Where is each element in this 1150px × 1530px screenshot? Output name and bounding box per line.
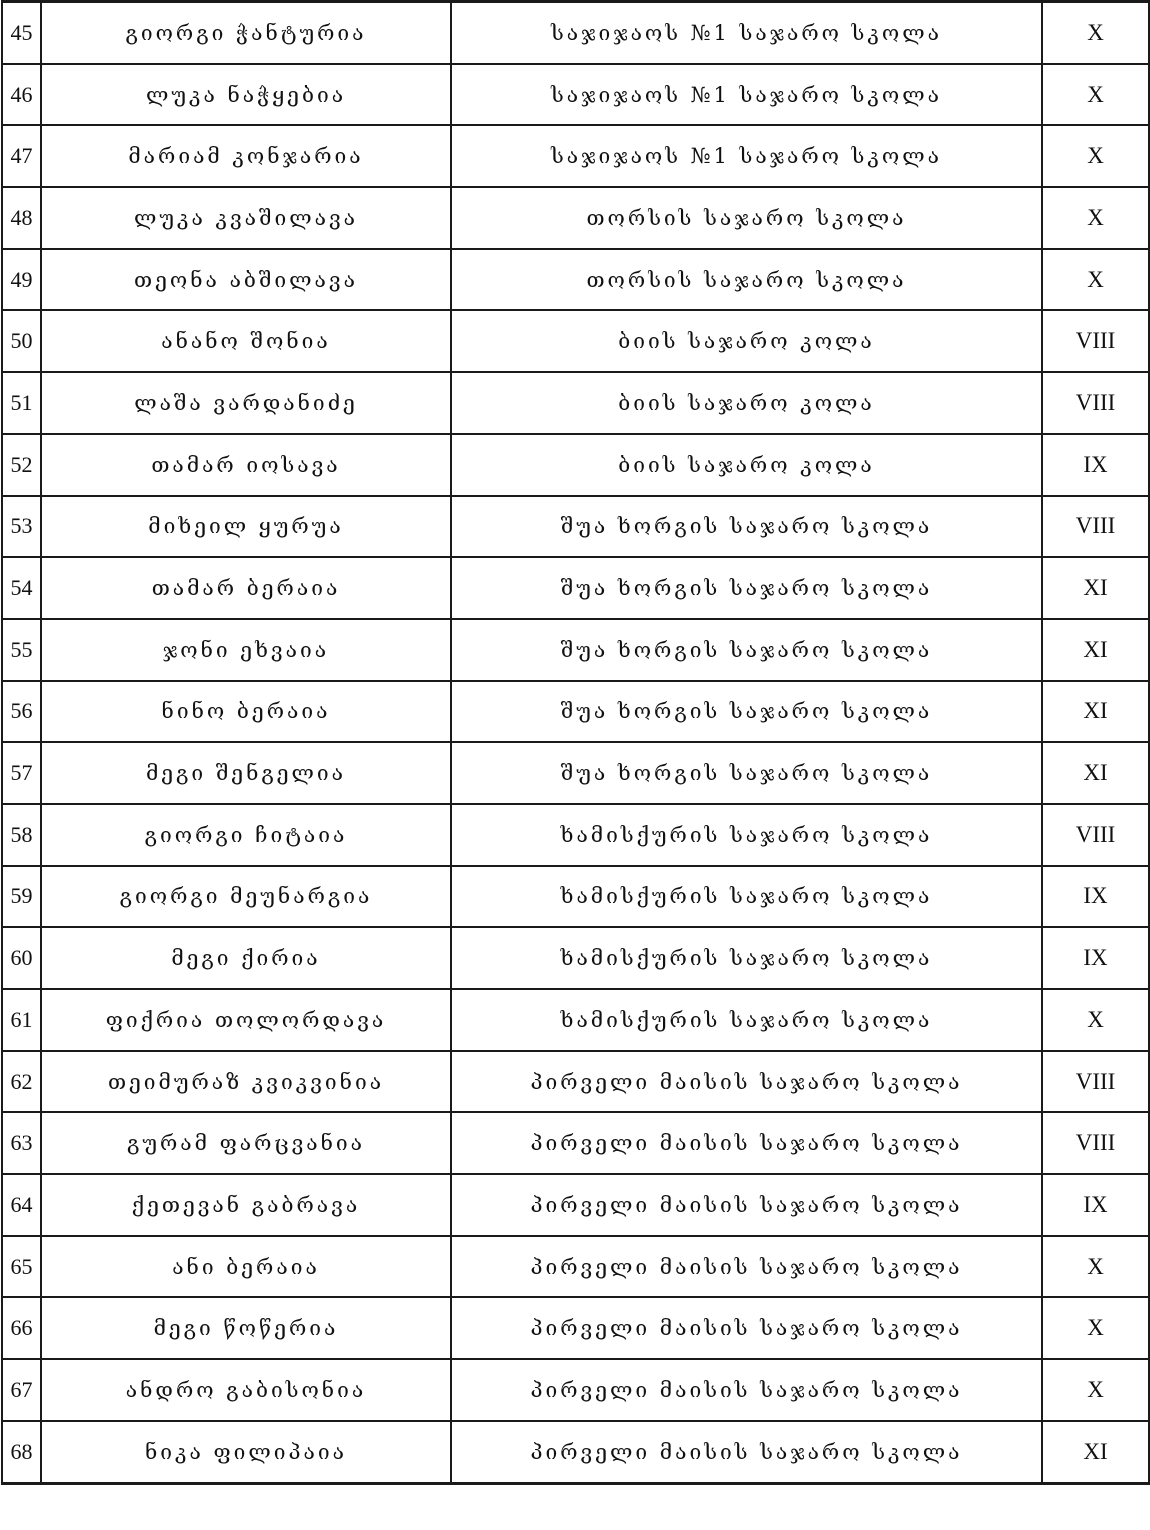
school-name: შუა ხორგის საჯარო სკოლა bbox=[451, 681, 1042, 743]
student-name: ქეთევან გაბრავა bbox=[41, 1174, 451, 1236]
grade-level: IX bbox=[1042, 927, 1149, 989]
grade-level: VIII bbox=[1042, 310, 1149, 372]
grade-level: X bbox=[1042, 249, 1149, 311]
school-name: საჯიჯაოს №1 საჯარო სკოლა bbox=[451, 125, 1042, 187]
grade-level: XI bbox=[1042, 742, 1149, 804]
school-name: პირველი მაისის საჯარო სკოლა bbox=[451, 1359, 1042, 1421]
table-row bbox=[2, 1112, 1149, 1174]
table-row bbox=[2, 496, 1149, 558]
row-number: 46 bbox=[2, 64, 41, 126]
table-row bbox=[2, 1421, 1149, 1483]
student-name: მეგი ქირია bbox=[41, 927, 451, 989]
school-name: ხამისქურის საჯარო სკოლა bbox=[451, 927, 1042, 989]
student-name: ნინო ბერაია bbox=[41, 681, 451, 743]
row-number: 61 bbox=[2, 989, 41, 1051]
table-row bbox=[2, 249, 1149, 311]
grade-level: IX bbox=[1042, 866, 1149, 928]
grade-level: XI bbox=[1042, 681, 1149, 743]
grade-level: X bbox=[1042, 187, 1149, 249]
school-name: შუა ხორგის საჯარო სკოლა bbox=[451, 619, 1042, 681]
student-table-body bbox=[2, 2, 1149, 1484]
school-name: პირველი მაისის საჯარო სკოლა bbox=[451, 1174, 1042, 1236]
student-name: თეონა აბშილავა bbox=[41, 249, 451, 311]
table-row bbox=[2, 434, 1149, 496]
row-number: 59 bbox=[2, 866, 41, 928]
table-row bbox=[2, 927, 1149, 989]
row-number: 67 bbox=[2, 1359, 41, 1421]
row-number: 51 bbox=[2, 372, 41, 434]
student-name: გიორგი მეუნარგია bbox=[41, 866, 451, 928]
school-name: ბიის საჯარო კოლა bbox=[451, 310, 1042, 372]
grade-level: XI bbox=[1042, 1421, 1149, 1483]
grade-level: X bbox=[1042, 1359, 1149, 1421]
grade-level: X bbox=[1042, 64, 1149, 126]
grade-level: IX bbox=[1042, 434, 1149, 496]
row-number: 58 bbox=[2, 804, 41, 866]
school-name: ხამისქურის საჯარო სკოლა bbox=[451, 866, 1042, 928]
row-number: 68 bbox=[2, 1421, 41, 1483]
student-name: მიხეილ ყურუა bbox=[41, 496, 451, 558]
student-name: ლაშა ვარდანიძე bbox=[41, 372, 451, 434]
school-name: საჯიჯაოს №1 საჯარო სკოლა bbox=[451, 2, 1042, 64]
student-name: ლუკა ნაჭყებია bbox=[41, 64, 451, 126]
grade-level: VIII bbox=[1042, 372, 1149, 434]
student-name: მეგი შენგელია bbox=[41, 742, 451, 804]
table-row bbox=[2, 742, 1149, 804]
table-row bbox=[2, 1051, 1149, 1113]
table-row bbox=[2, 989, 1149, 1051]
grade-level: XI bbox=[1042, 557, 1149, 619]
row-number: 62 bbox=[2, 1051, 41, 1113]
table-row bbox=[2, 557, 1149, 619]
row-number: 64 bbox=[2, 1174, 41, 1236]
student-name: თამარ იოსავა bbox=[41, 434, 451, 496]
table-row bbox=[2, 1297, 1149, 1359]
table-row bbox=[2, 1236, 1149, 1298]
school-name: პირველი მაისის საჯარო სკოლა bbox=[451, 1112, 1042, 1174]
grade-level: X bbox=[1042, 125, 1149, 187]
row-number: 54 bbox=[2, 557, 41, 619]
school-name: ხამისქურის საჯარო სკოლა bbox=[451, 804, 1042, 866]
student-name: ანანო შონია bbox=[41, 310, 451, 372]
table-row bbox=[2, 1174, 1149, 1236]
grade-level: VIII bbox=[1042, 496, 1149, 558]
row-number: 55 bbox=[2, 619, 41, 681]
grade-level: XI bbox=[1042, 619, 1149, 681]
grade-level: VIII bbox=[1042, 1112, 1149, 1174]
table-row bbox=[2, 125, 1149, 187]
row-number: 65 bbox=[2, 1236, 41, 1298]
student-name: ნიკა ფილიპაია bbox=[41, 1421, 451, 1483]
student-table bbox=[1, 0, 1150, 1485]
school-name: პირველი მაისის საჯარო სკოლა bbox=[451, 1421, 1042, 1483]
grade-level: VIII bbox=[1042, 804, 1149, 866]
row-number: 57 bbox=[2, 742, 41, 804]
student-name: მარიამ კონჯარია bbox=[41, 125, 451, 187]
school-name: პირველი მაისის საჯარო სკოლა bbox=[451, 1236, 1042, 1298]
student-name: გურამ ფარცვანია bbox=[41, 1112, 451, 1174]
table-row bbox=[2, 64, 1149, 126]
table-row bbox=[2, 681, 1149, 743]
grade-level: X bbox=[1042, 2, 1149, 64]
school-name: შუა ხორგის საჯარო სკოლა bbox=[451, 742, 1042, 804]
grade-level: X bbox=[1042, 1297, 1149, 1359]
school-name: ბიის საჯარო კოლა bbox=[451, 434, 1042, 496]
table-row bbox=[2, 372, 1149, 434]
row-number: 66 bbox=[2, 1297, 41, 1359]
table-row bbox=[2, 866, 1149, 928]
school-name: თორსის საჯარო სკოლა bbox=[451, 187, 1042, 249]
table-row bbox=[2, 804, 1149, 866]
student-name: ლუკა კვაშილავა bbox=[41, 187, 451, 249]
table-row bbox=[2, 619, 1149, 681]
student-name: ფიქრია თოლორდავა bbox=[41, 989, 451, 1051]
student-name: მეგი წოწერია bbox=[41, 1297, 451, 1359]
school-name: ხამისქურის საჯარო სკოლა bbox=[451, 989, 1042, 1051]
student-name: თამარ ბერაია bbox=[41, 557, 451, 619]
table-row bbox=[2, 187, 1149, 249]
grade-level: X bbox=[1042, 989, 1149, 1051]
table-row bbox=[2, 2, 1149, 64]
row-number: 50 bbox=[2, 310, 41, 372]
school-name: შუა ხორგის საჯარო სკოლა bbox=[451, 557, 1042, 619]
row-number: 47 bbox=[2, 125, 41, 187]
student-name: გიორგი ჩიტაია bbox=[41, 804, 451, 866]
row-number: 53 bbox=[2, 496, 41, 558]
grade-level: IX bbox=[1042, 1174, 1149, 1236]
grade-level: VIII bbox=[1042, 1051, 1149, 1113]
table-row bbox=[2, 1359, 1149, 1421]
school-name: პირველი მაისის საჯარო სკოლა bbox=[451, 1297, 1042, 1359]
grade-level: X bbox=[1042, 1236, 1149, 1298]
school-name: საჯიჯაოს №1 საჯარო სკოლა bbox=[451, 64, 1042, 126]
student-name: ჯონი ეხვაია bbox=[41, 619, 451, 681]
table-row bbox=[2, 310, 1149, 372]
row-number: 48 bbox=[2, 187, 41, 249]
row-number: 60 bbox=[2, 927, 41, 989]
school-name: ბიის საჯარო კოლა bbox=[451, 372, 1042, 434]
student-name: ანი ბერაია bbox=[41, 1236, 451, 1298]
student-name: გიორგი ჭანტურია bbox=[41, 2, 451, 64]
row-number: 49 bbox=[2, 249, 41, 311]
school-name: შუა ხორგის საჯარო სკოლა bbox=[451, 496, 1042, 558]
row-number: 63 bbox=[2, 1112, 41, 1174]
school-name: თორსის საჯარო სკოლა bbox=[451, 249, 1042, 311]
row-number: 45 bbox=[2, 2, 41, 64]
row-number: 52 bbox=[2, 434, 41, 496]
school-name: პირველი მაისის საჯარო სკოლა bbox=[451, 1051, 1042, 1113]
student-name: ანდრო გაბისონია bbox=[41, 1359, 451, 1421]
row-number: 56 bbox=[2, 681, 41, 743]
student-name: თეიმურაზ კვიკვინია bbox=[41, 1051, 451, 1113]
